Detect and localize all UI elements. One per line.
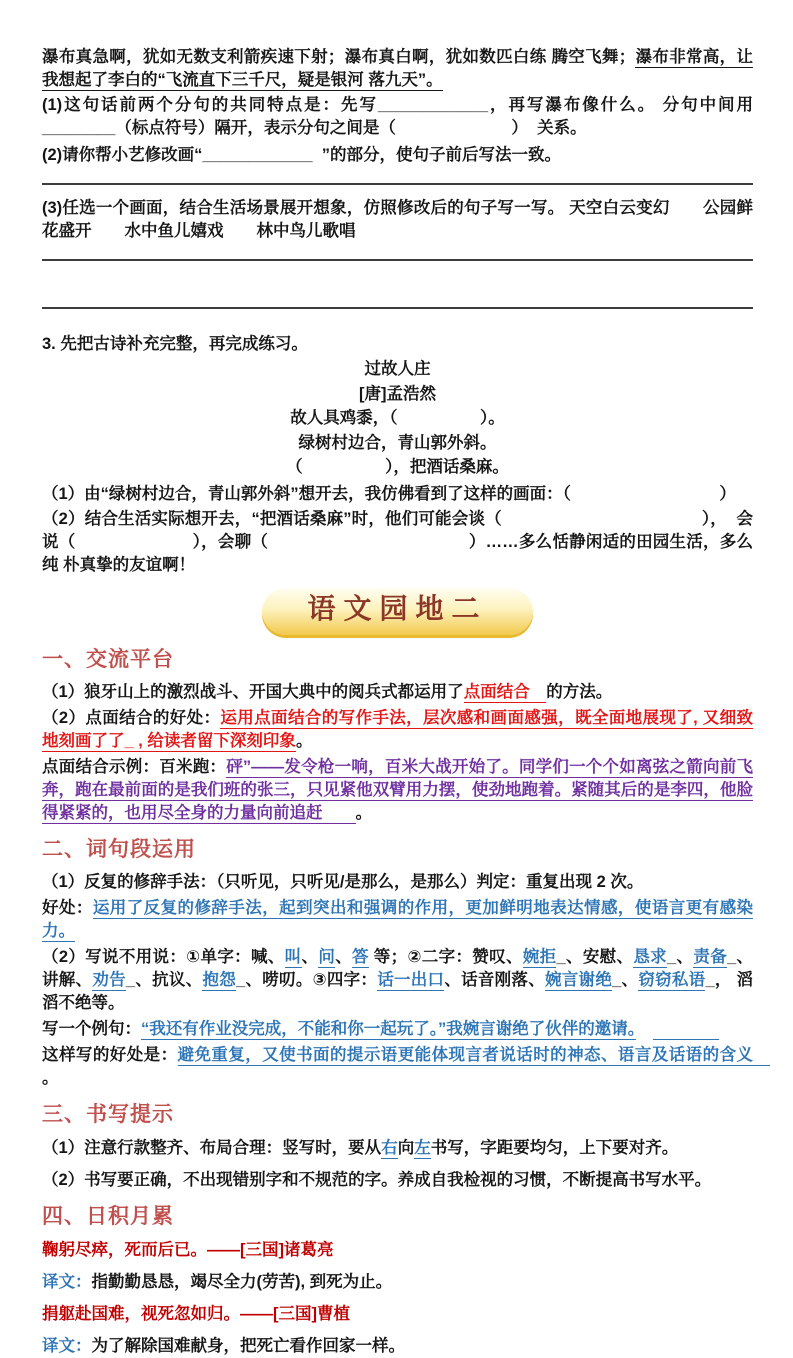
words-benefit <box>42 897 753 943</box>
text-segment: 窃窃私语 <box>638 970 706 989</box>
text-segment: 点面结合示例：百米跑： <box>42 757 227 776</box>
text-segment: 写一个例句： <box>42 1019 141 1038</box>
famous-quote-1 <box>42 1239 753 1262</box>
famous-quote-2 <box>42 1303 753 1326</box>
text-segment: 3. 先把古诗补充完整，再完成练习。 <box>42 335 308 353</box>
text-segment: 书写，字距要均匀，上下要对齐。 <box>430 1138 679 1157</box>
section-heading-accumulation: 四、日积月累 <box>42 1204 174 1228</box>
answer-line <box>42 259 753 261</box>
text-segment: （2）点面结合的好处： <box>42 708 221 727</box>
text-segment: 、话音刚落、 <box>444 970 545 989</box>
text-segment: 向 <box>397 1138 415 1157</box>
poem-author <box>42 383 753 406</box>
text-segment: 这样写的好处是： <box>42 1045 178 1064</box>
text-segment: _、安慰、 <box>556 947 634 966</box>
text-segment: （ ），把酒话桑麻。 <box>286 458 509 476</box>
text-segment: 左 <box>414 1138 431 1157</box>
text-segment: 好处： <box>42 898 93 917</box>
text-segment: 。 <box>295 731 313 750</box>
text-segment: 的方法。 <box>546 682 613 701</box>
section-heading-words-sentences: 二、词句段运用 <box>42 837 196 861</box>
platform-example <box>42 756 753 825</box>
text-segment: （2）书写要正确，不出现错别字和不规范的字。养成自我检视的习惯，不断提高书写水平。 <box>42 1170 712 1189</box>
text-segment: （1）反复的修辞手法：（只听见，只听见/是那么，是那么）判定：重复出现 2 次。 <box>42 872 644 891</box>
text-segment: 点面结合 <box>463 682 547 701</box>
text-segment: 鞠躬尽瘁，死而后已。——[三国]诸葛亮 <box>42 1240 334 1259</box>
text-segment: 婉言谢绝 <box>544 970 613 989</box>
text-segment: _、唠叨。③四字： <box>236 970 378 989</box>
section-heading-exchange-platform: 一、交流平台 <box>42 647 174 671</box>
text-segment: （1）狼牙山上的激烈战斗、开国大典中的阅兵式都运用了 <box>42 682 464 701</box>
text-segment: 为了解除国难献身，把死亡看作回家一样。 <box>91 1336 405 1355</box>
text-segment <box>653 1020 719 1040</box>
platform-question-2 <box>42 707 753 753</box>
text-segment: _、 <box>667 947 694 966</box>
poem-line-1 <box>42 407 753 430</box>
unit-badge: 语文园地二 <box>262 587 533 635</box>
text-segment: 右 <box>381 1138 398 1157</box>
writing-tip-2 <box>42 1169 753 1192</box>
poem-line-3 <box>42 456 753 479</box>
words-question-2 <box>42 946 758 1015</box>
poem-question-2 <box>42 508 753 577</box>
poem-line-2 <box>42 432 753 455</box>
text-segment: 恳求 <box>633 947 667 966</box>
poem-exercise-lead <box>42 333 753 356</box>
text-segment: 指勤勤恳恳，竭尽全力(劳苦), 到死为止。 <box>91 1272 393 1291</box>
poem-block <box>42 358 753 479</box>
words-benefit-2 <box>42 1044 787 1090</box>
text-segment: 过故人庄 <box>364 360 431 378</box>
text-segment: 劝告 <box>92 970 126 989</box>
writing-tip-1 <box>42 1137 753 1160</box>
text-segment: 叫 <box>284 947 302 966</box>
text-segment: 故人具鸡黍，（ ）。 <box>290 409 505 427</box>
text-segment: [唐]孟浩然 <box>359 384 436 403</box>
poem-title <box>42 358 753 381</box>
text-segment: 问 <box>318 947 336 966</box>
text-segment: 、 <box>301 947 319 966</box>
poem-question-1 <box>42 483 753 506</box>
unit-badge-container <box>42 587 753 635</box>
text-segment: 运用了反复的修辞手法，起到突出和强调的作用，更加鲜明地表达情感，使语言更有感染力。 <box>42 898 754 940</box>
text-segment: (1)这句话前两个分句的共同特点是：先写____________，再写瀑布像什么。 分句中间用________（标点符号）隔开，表示分句之间是（ ） 关系。 <box>42 96 753 137</box>
waterfall-question-2 <box>42 144 753 167</box>
text-segment: _、抗议、 <box>125 970 203 989</box>
text-segment: 瀑布真急啊，犹如无数支利箭疾速下射；瀑布真白啊，犹如数匹白练 腾空飞舞； <box>42 48 636 66</box>
text-segment: _、 <box>612 970 639 989</box>
text-segment: 抱怨 <box>202 970 237 989</box>
text-segment: _、 讲解、 <box>42 947 758 989</box>
words-example-sentence <box>42 1018 753 1041</box>
text-segment: （2）结合生活实际想开去，“把酒话桑麻”时，他们可能会谈（ ）， 会说（ ），会聊（ ）……多么恬静闲适的田园生活，多么纯 朴真挚的友谊啊！ <box>42 509 753 574</box>
platform-question-1 <box>42 681 753 704</box>
translation-1 <box>42 1271 753 1294</box>
text-segment: 瀑布非常高，让我想起了李白的“飞流直下三千尺，疑是银河 落九天”。 <box>42 48 754 89</box>
waterfall-paragraph <box>42 46 753 92</box>
text-segment: （2）写说不用说：①单字：喊、 <box>42 947 285 966</box>
text-segment: 砰”——发令枪一响，百米大战开始了。同学们一个个如离弦之箭向前飞奔，跑在最前面的是我们班的张三，只见紧他双臂用力摆，使劲地跑着。紧随其后的是李四，他脸得紧紧的，也用尽全身的力量向前追赶 <box>42 757 754 822</box>
waterfall-question-1 <box>42 94 753 140</box>
text-segment: (3)任选一个画面，结合生活场景展开想象，仿照修改后的句子写一写。 天空白云变幻 公园鲜花盛开 水中鱼儿嬉戏 林中鸟儿歌唱 <box>42 199 753 240</box>
text-segment <box>636 1020 653 1038</box>
text-segment: （1）注意行款整齐、布局合理：竖写时，要从 <box>42 1138 382 1157</box>
text-segment: 运用点面结合的写作手法，层次感和画面感强，既全面地展现了, 又细致地刻画了了_ , 给读者留下深刻印象 <box>42 708 753 750</box>
text-segment: 责备 <box>693 947 728 966</box>
text-segment: 婉拒 <box>522 947 557 966</box>
text-segment: “我还有作业没完成，不能和你一起玩了。”我婉言谢绝了伙伴的邀请。 <box>141 1019 636 1038</box>
text-segment: （1）由“绿树村边合，青山郭外斜”想开去，我仿佛看到了这样的画面：（ ） <box>42 484 736 503</box>
words-question-1 <box>42 871 753 894</box>
text-segment: 、 <box>335 947 353 966</box>
text-segment: 话一出口 <box>377 970 445 989</box>
section-heading-writing-tips: 三、书写提示 <box>42 1102 174 1126</box>
text-segment: (2)请你帮小艺修改画“____________ ”的部分，使句子前后写法一致。 <box>42 146 561 164</box>
text-segment: 绿树村边合，青山郭外斜。 <box>298 433 497 452</box>
text-segment: 译文： <box>42 1336 92 1355</box>
text-segment: 捐躯赴国难，视死忽如归。——[三国]曹植 <box>42 1304 350 1323</box>
text-segment: 等；②二字：赞叹、 <box>368 947 523 966</box>
text-segment: 。 <box>42 1045 787 1087</box>
divider-line <box>42 183 753 185</box>
text-segment: 避免重复，又使书面的提示语更能体现言者说话时的神态、语言及话语的含义 <box>177 1045 770 1064</box>
text-segment: 译文： <box>42 1272 92 1291</box>
answer-line <box>42 307 753 309</box>
text-segment: 答 <box>352 947 369 966</box>
translation-2 <box>42 1335 753 1358</box>
text-segment: 。 <box>355 803 372 822</box>
text-segment: _， 滔滔不绝等。 <box>42 970 754 1012</box>
waterfall-question-3 <box>42 197 753 243</box>
